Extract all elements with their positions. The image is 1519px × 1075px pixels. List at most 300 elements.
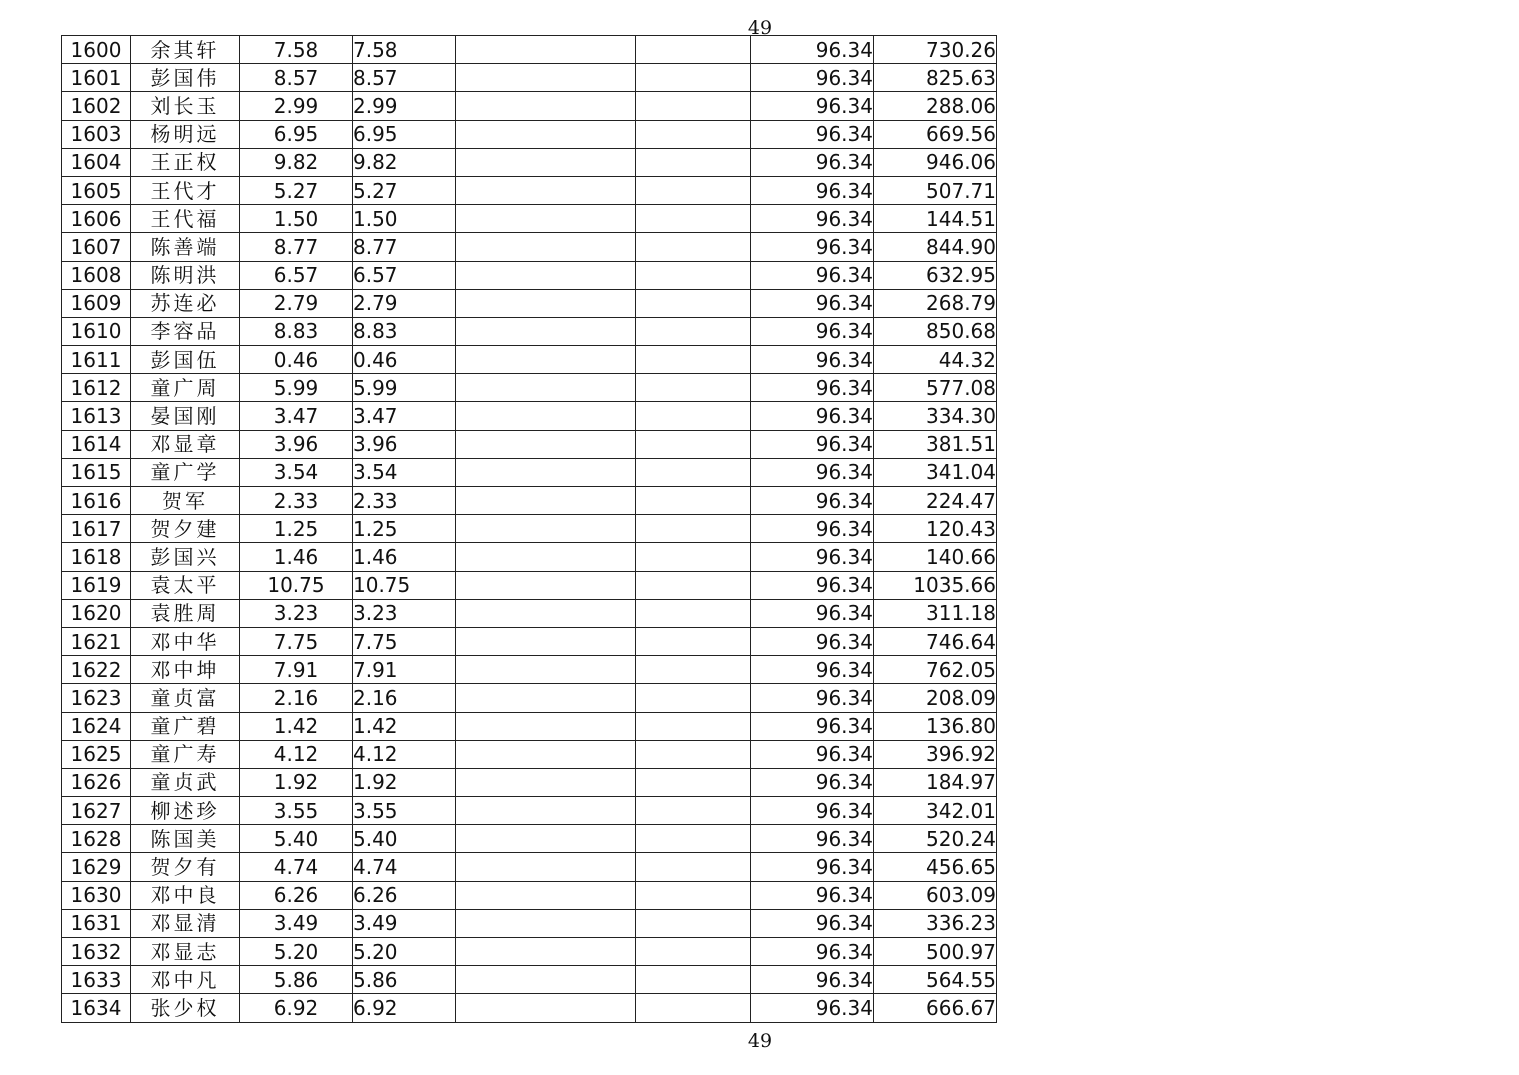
row-name-cell: 童广寿 <box>131 740 240 768</box>
row-empty-cell <box>636 317 751 345</box>
row-value-b-cell: 3.54 <box>353 458 456 486</box>
row-value-a-cell: 3.55 <box>240 797 353 825</box>
table-row <box>62 656 997 684</box>
row-name-cell: 刘长玉 <box>131 92 240 120</box>
row-empty-cell <box>456 909 636 937</box>
row-empty-cell <box>636 205 751 233</box>
row-value-b-cell: 6.92 <box>353 994 456 1022</box>
row-id-cell: 1632 <box>62 938 131 966</box>
row-name-cell: 王正权 <box>131 148 240 176</box>
row-value-a-cell: 8.83 <box>240 317 353 345</box>
row-value-a-cell: 2.79 <box>240 289 353 317</box>
row-empty-cell <box>636 374 751 402</box>
row-amount-cell: 746.64 <box>874 627 997 655</box>
row-amount-cell: 456.65 <box>874 853 997 881</box>
row-empty-cell <box>456 712 636 740</box>
row-empty-cell <box>456 120 636 148</box>
row-empty-cell <box>456 966 636 994</box>
row-empty-cell <box>456 797 636 825</box>
row-value-a-cell: 1.92 <box>240 768 353 796</box>
row-id-cell: 1623 <box>62 684 131 712</box>
row-value-a-cell: 0.46 <box>240 346 353 374</box>
row-name-cell: 邓显清 <box>131 909 240 937</box>
row-rate-cell: 96.34 <box>751 740 874 768</box>
table-row <box>62 289 997 317</box>
row-rate-cell: 96.34 <box>751 289 874 317</box>
row-id-cell: 1627 <box>62 797 131 825</box>
row-id-cell: 1608 <box>62 261 131 289</box>
row-amount-cell: 120.43 <box>874 515 997 543</box>
row-value-a-cell: 5.40 <box>240 825 353 853</box>
row-amount-cell: 140.66 <box>874 543 997 571</box>
row-rate-cell: 96.34 <box>751 599 874 627</box>
row-value-b-cell: 2.33 <box>353 487 456 515</box>
row-id-cell: 1616 <box>62 487 131 515</box>
row-rate-cell: 96.34 <box>751 374 874 402</box>
row-amount-cell: 577.08 <box>874 374 997 402</box>
row-empty-cell <box>636 768 751 796</box>
row-amount-cell: 268.79 <box>874 289 997 317</box>
row-name-cell: 童贞武 <box>131 768 240 796</box>
row-amount-cell: 208.09 <box>874 684 997 712</box>
row-name-cell: 童贞富 <box>131 684 240 712</box>
row-amount-cell: 288.06 <box>874 92 997 120</box>
table-row <box>62 487 997 515</box>
row-id-cell: 1617 <box>62 515 131 543</box>
row-value-a-cell: 7.58 <box>240 36 353 64</box>
row-empty-cell <box>456 289 636 317</box>
row-value-b-cell: 2.16 <box>353 684 456 712</box>
row-amount-cell: 336.23 <box>874 909 997 937</box>
row-amount-cell: 136.80 <box>874 712 997 740</box>
row-value-a-cell: 5.27 <box>240 176 353 204</box>
row-id-cell: 1622 <box>62 656 131 684</box>
row-amount-cell: 44.32 <box>874 346 997 374</box>
page-number-bottom: 49 <box>747 1030 773 1052</box>
row-amount-cell: 564.55 <box>874 966 997 994</box>
row-empty-cell <box>636 909 751 937</box>
table-row <box>62 120 997 148</box>
row-amount-cell: 603.09 <box>874 881 997 909</box>
row-empty-cell <box>636 289 751 317</box>
row-value-a-cell: 7.91 <box>240 656 353 684</box>
row-id-cell: 1621 <box>62 627 131 655</box>
row-empty-cell <box>456 458 636 486</box>
row-empty-cell <box>636 430 751 458</box>
row-empty-cell <box>456 261 636 289</box>
row-value-a-cell: 5.20 <box>240 938 353 966</box>
row-empty-cell <box>636 994 751 1022</box>
row-empty-cell <box>636 64 751 92</box>
row-amount-cell: 762.05 <box>874 656 997 684</box>
row-name-cell: 邓中华 <box>131 627 240 655</box>
row-value-a-cell: 6.26 <box>240 881 353 909</box>
table-row <box>62 938 997 966</box>
row-value-b-cell: 6.26 <box>353 881 456 909</box>
row-amount-cell: 334.30 <box>874 402 997 430</box>
row-rate-cell: 96.34 <box>751 176 874 204</box>
row-empty-cell <box>636 458 751 486</box>
row-empty-cell <box>456 627 636 655</box>
row-value-a-cell: 3.54 <box>240 458 353 486</box>
row-value-b-cell: 6.95 <box>353 120 456 148</box>
row-id-cell: 1631 <box>62 909 131 937</box>
row-name-cell: 彭国兴 <box>131 543 240 571</box>
row-empty-cell <box>456 543 636 571</box>
row-empty-cell <box>636 797 751 825</box>
row-amount-cell: 507.71 <box>874 176 997 204</box>
table-row <box>62 374 997 402</box>
row-id-cell: 1613 <box>62 402 131 430</box>
row-empty-cell <box>636 740 751 768</box>
table-row <box>62 853 997 881</box>
row-name-cell: 陈明洪 <box>131 261 240 289</box>
row-value-a-cell: 2.16 <box>240 684 353 712</box>
row-value-b-cell: 3.47 <box>353 402 456 430</box>
row-value-a-cell: 10.75 <box>240 571 353 599</box>
table-row <box>62 543 997 571</box>
row-id-cell: 1611 <box>62 346 131 374</box>
row-empty-cell <box>636 148 751 176</box>
row-empty-cell <box>636 599 751 627</box>
row-name-cell: 贺军 <box>131 487 240 515</box>
row-value-b-cell: 0.46 <box>353 346 456 374</box>
row-value-b-cell: 5.20 <box>353 938 456 966</box>
row-empty-cell <box>636 712 751 740</box>
row-value-a-cell: 6.92 <box>240 994 353 1022</box>
row-empty-cell <box>636 176 751 204</box>
ledger-table <box>61 35 997 1023</box>
row-name-cell: 贺夕建 <box>131 515 240 543</box>
table-row <box>62 430 997 458</box>
row-value-b-cell: 1.46 <box>353 543 456 571</box>
row-name-cell: 童广学 <box>131 458 240 486</box>
row-name-cell: 邓中良 <box>131 881 240 909</box>
row-empty-cell <box>456 205 636 233</box>
row-id-cell: 1604 <box>62 148 131 176</box>
row-value-a-cell: 5.99 <box>240 374 353 402</box>
row-name-cell: 晏国刚 <box>131 402 240 430</box>
row-empty-cell <box>456 148 636 176</box>
row-id-cell: 1612 <box>62 374 131 402</box>
row-value-a-cell: 7.75 <box>240 627 353 655</box>
row-value-b-cell: 1.42 <box>353 712 456 740</box>
row-value-b-cell: 5.40 <box>353 825 456 853</box>
row-value-a-cell: 5.86 <box>240 966 353 994</box>
row-value-a-cell: 4.12 <box>240 740 353 768</box>
row-empty-cell <box>636 627 751 655</box>
row-empty-cell <box>456 430 636 458</box>
row-value-b-cell: 8.57 <box>353 64 456 92</box>
row-rate-cell: 96.34 <box>751 92 874 120</box>
table-row <box>62 515 997 543</box>
row-name-cell: 张少权 <box>131 994 240 1022</box>
row-empty-cell <box>636 346 751 374</box>
row-id-cell: 1601 <box>62 64 131 92</box>
table-row <box>62 797 997 825</box>
row-name-cell: 陈国美 <box>131 825 240 853</box>
row-name-cell: 王代福 <box>131 205 240 233</box>
table-row <box>62 92 997 120</box>
row-amount-cell: 342.01 <box>874 797 997 825</box>
table-row <box>62 261 997 289</box>
row-empty-cell <box>636 853 751 881</box>
table-row <box>62 317 997 345</box>
row-value-b-cell: 4.12 <box>353 740 456 768</box>
row-id-cell: 1606 <box>62 205 131 233</box>
row-amount-cell: 669.56 <box>874 120 997 148</box>
row-amount-cell: 520.24 <box>874 825 997 853</box>
row-name-cell: 邓显章 <box>131 430 240 458</box>
row-rate-cell: 96.34 <box>751 656 874 684</box>
table-row <box>62 571 997 599</box>
row-rate-cell: 96.34 <box>751 938 874 966</box>
row-rate-cell: 96.34 <box>751 458 874 486</box>
row-id-cell: 1630 <box>62 881 131 909</box>
row-rate-cell: 96.34 <box>751 120 874 148</box>
row-empty-cell <box>636 825 751 853</box>
row-amount-cell: 381.51 <box>874 430 997 458</box>
table-row <box>62 966 997 994</box>
row-id-cell: 1633 <box>62 966 131 994</box>
row-value-a-cell: 6.57 <box>240 261 353 289</box>
row-name-cell: 余其轩 <box>131 36 240 64</box>
row-name-cell: 彭国伟 <box>131 64 240 92</box>
row-name-cell: 袁太平 <box>131 571 240 599</box>
row-name-cell: 柳述珍 <box>131 797 240 825</box>
row-id-cell: 1620 <box>62 599 131 627</box>
table-row <box>62 994 997 1022</box>
row-name-cell: 邓显志 <box>131 938 240 966</box>
row-value-b-cell: 2.79 <box>353 289 456 317</box>
row-name-cell: 袁胜周 <box>131 599 240 627</box>
row-value-a-cell: 3.96 <box>240 430 353 458</box>
table-row <box>62 768 997 796</box>
row-id-cell: 1610 <box>62 317 131 345</box>
table-row <box>62 205 997 233</box>
row-rate-cell: 96.34 <box>751 261 874 289</box>
row-rate-cell: 96.34 <box>751 825 874 853</box>
row-amount-cell: 825.63 <box>874 64 997 92</box>
table-row <box>62 909 997 937</box>
row-name-cell: 王代才 <box>131 176 240 204</box>
row-rate-cell: 96.34 <box>751 402 874 430</box>
row-rate-cell: 96.34 <box>751 712 874 740</box>
row-empty-cell <box>456 317 636 345</box>
row-value-a-cell: 8.57 <box>240 64 353 92</box>
row-empty-cell <box>636 92 751 120</box>
row-id-cell: 1602 <box>62 92 131 120</box>
table-row <box>62 627 997 655</box>
table-row <box>62 740 997 768</box>
row-empty-cell <box>456 92 636 120</box>
row-empty-cell <box>456 825 636 853</box>
row-value-b-cell: 9.82 <box>353 148 456 176</box>
row-value-a-cell: 9.82 <box>240 148 353 176</box>
row-id-cell: 1615 <box>62 458 131 486</box>
row-value-b-cell: 3.23 <box>353 599 456 627</box>
row-rate-cell: 96.34 <box>751 346 874 374</box>
row-amount-cell: 850.68 <box>874 317 997 345</box>
row-name-cell: 童广周 <box>131 374 240 402</box>
row-name-cell: 陈善端 <box>131 233 240 261</box>
row-empty-cell <box>456 374 636 402</box>
row-amount-cell: 341.04 <box>874 458 997 486</box>
row-empty-cell <box>456 938 636 966</box>
row-id-cell: 1600 <box>62 36 131 64</box>
row-rate-cell: 96.34 <box>751 768 874 796</box>
row-value-b-cell: 8.77 <box>353 233 456 261</box>
row-id-cell: 1619 <box>62 571 131 599</box>
row-empty-cell <box>456 684 636 712</box>
row-empty-cell <box>456 515 636 543</box>
row-value-b-cell: 5.86 <box>353 966 456 994</box>
page-number-top: 49 <box>747 17 773 39</box>
row-empty-cell <box>636 120 751 148</box>
row-amount-cell: 632.95 <box>874 261 997 289</box>
row-empty-cell <box>456 656 636 684</box>
row-id-cell: 1629 <box>62 853 131 881</box>
row-empty-cell <box>636 571 751 599</box>
table-row <box>62 346 997 374</box>
row-value-b-cell: 6.57 <box>353 261 456 289</box>
row-rate-cell: 96.34 <box>751 543 874 571</box>
row-amount-cell: 144.51 <box>874 205 997 233</box>
row-value-b-cell: 3.96 <box>353 430 456 458</box>
row-amount-cell: 224.47 <box>874 487 997 515</box>
row-id-cell: 1614 <box>62 430 131 458</box>
row-name-cell: 邓中凡 <box>131 966 240 994</box>
table-row <box>62 599 997 627</box>
row-id-cell: 1625 <box>62 740 131 768</box>
row-rate-cell: 96.34 <box>751 627 874 655</box>
row-name-cell: 李容品 <box>131 317 240 345</box>
row-rate-cell: 96.34 <box>751 317 874 345</box>
row-id-cell: 1634 <box>62 994 131 1022</box>
row-empty-cell <box>636 36 751 64</box>
row-amount-cell: 1035.66 <box>874 571 997 599</box>
row-rate-cell: 96.34 <box>751 36 874 64</box>
row-rate-cell: 96.34 <box>751 233 874 261</box>
row-empty-cell <box>456 487 636 515</box>
row-value-a-cell: 2.33 <box>240 487 353 515</box>
row-value-a-cell: 1.46 <box>240 543 353 571</box>
row-rate-cell: 96.34 <box>751 487 874 515</box>
row-amount-cell: 311.18 <box>874 599 997 627</box>
row-value-a-cell: 8.77 <box>240 233 353 261</box>
row-amount-cell: 730.26 <box>874 36 997 64</box>
row-empty-cell <box>636 487 751 515</box>
table-row <box>62 64 997 92</box>
row-id-cell: 1607 <box>62 233 131 261</box>
row-empty-cell <box>456 740 636 768</box>
row-rate-cell: 96.34 <box>751 571 874 599</box>
row-empty-cell <box>636 402 751 430</box>
row-rate-cell: 96.34 <box>751 909 874 937</box>
row-value-a-cell: 1.42 <box>240 712 353 740</box>
row-value-a-cell: 6.95 <box>240 120 353 148</box>
row-value-b-cell: 3.49 <box>353 909 456 937</box>
row-empty-cell <box>636 261 751 289</box>
row-value-a-cell: 1.50 <box>240 205 353 233</box>
row-name-cell: 彭国伍 <box>131 346 240 374</box>
row-empty-cell <box>456 881 636 909</box>
row-name-cell: 杨明远 <box>131 120 240 148</box>
row-value-a-cell: 3.23 <box>240 599 353 627</box>
row-empty-cell <box>636 543 751 571</box>
row-empty-cell <box>456 853 636 881</box>
row-empty-cell <box>456 599 636 627</box>
row-amount-cell: 184.97 <box>874 768 997 796</box>
row-empty-cell <box>636 684 751 712</box>
row-id-cell: 1618 <box>62 543 131 571</box>
row-empty-cell <box>456 233 636 261</box>
table-row <box>62 36 997 64</box>
ledger-body <box>62 36 997 1023</box>
row-empty-cell <box>636 515 751 543</box>
row-value-b-cell: 5.99 <box>353 374 456 402</box>
row-rate-cell: 96.34 <box>751 881 874 909</box>
row-value-b-cell: 7.91 <box>353 656 456 684</box>
row-empty-cell <box>636 656 751 684</box>
row-amount-cell: 500.97 <box>874 938 997 966</box>
row-value-b-cell: 7.58 <box>353 36 456 64</box>
row-value-b-cell: 7.75 <box>353 627 456 655</box>
row-id-cell: 1626 <box>62 768 131 796</box>
row-value-b-cell: 3.55 <box>353 797 456 825</box>
row-rate-cell: 96.34 <box>751 853 874 881</box>
row-value-a-cell: 1.25 <box>240 515 353 543</box>
row-empty-cell <box>456 36 636 64</box>
row-value-b-cell: 2.99 <box>353 92 456 120</box>
row-rate-cell: 96.34 <box>751 684 874 712</box>
row-value-b-cell: 1.50 <box>353 205 456 233</box>
row-empty-cell <box>456 64 636 92</box>
row-rate-cell: 96.34 <box>751 64 874 92</box>
row-empty-cell <box>636 938 751 966</box>
row-rate-cell: 96.34 <box>751 797 874 825</box>
row-amount-cell: 396.92 <box>874 740 997 768</box>
row-rate-cell: 96.34 <box>751 994 874 1022</box>
row-rate-cell: 96.34 <box>751 205 874 233</box>
table-row <box>62 233 997 261</box>
table-row <box>62 176 997 204</box>
row-empty-cell <box>456 346 636 374</box>
row-value-a-cell: 2.99 <box>240 92 353 120</box>
table-row <box>62 148 997 176</box>
row-amount-cell: 666.67 <box>874 994 997 1022</box>
row-id-cell: 1603 <box>62 120 131 148</box>
row-empty-cell <box>456 994 636 1022</box>
table-row <box>62 458 997 486</box>
row-amount-cell: 946.06 <box>874 148 997 176</box>
row-value-a-cell: 3.49 <box>240 909 353 937</box>
row-value-b-cell: 5.27 <box>353 176 456 204</box>
row-value-b-cell: 4.74 <box>353 853 456 881</box>
table-row <box>62 881 997 909</box>
row-empty-cell <box>636 966 751 994</box>
row-id-cell: 1605 <box>62 176 131 204</box>
row-empty-cell <box>636 233 751 261</box>
row-empty-cell <box>456 402 636 430</box>
row-id-cell: 1624 <box>62 712 131 740</box>
row-name-cell: 童广碧 <box>131 712 240 740</box>
row-amount-cell: 844.90 <box>874 233 997 261</box>
row-empty-cell <box>456 176 636 204</box>
row-id-cell: 1628 <box>62 825 131 853</box>
row-value-b-cell: 1.25 <box>353 515 456 543</box>
row-name-cell: 苏连必 <box>131 289 240 317</box>
